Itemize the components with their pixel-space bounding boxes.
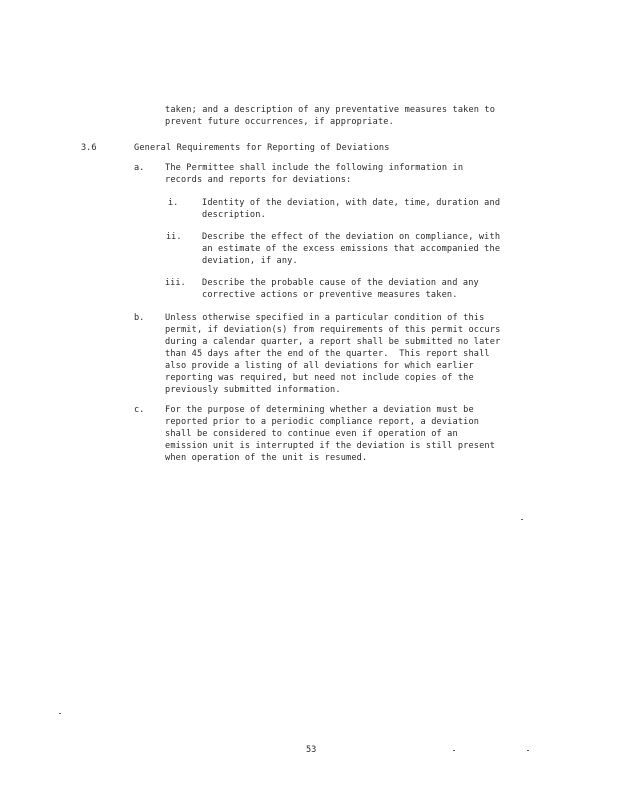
scan-speck (453, 750, 455, 751)
subitem-ii-label: ii. (166, 232, 182, 242)
item-b-label: b. (134, 313, 145, 323)
item-b-line: during a calendar quarter, a report shall be submitted no later (165, 337, 501, 347)
intro-line: taken; and a description of any preventative measures taken to (165, 105, 496, 115)
scan-speck (59, 713, 61, 714)
item-a-line: The Permittee shall include the following information in (165, 163, 464, 173)
subitem-iii-line: Describe the probable cause of the deviation and any (202, 278, 479, 288)
item-b-line: than 45 days after the end of the quarter. This report shall (165, 349, 490, 359)
item-a-label: a. (134, 163, 145, 173)
item-c-line: emission unit is interrupted if the deviation is still present (165, 441, 496, 451)
subitem-ii-line: an estimate of the excess emissions that accompanied the (202, 244, 501, 254)
subitem-iii-label: iii. (165, 278, 186, 288)
item-b-line: also provide a listing of all deviations for which earlier (165, 361, 474, 371)
subitem-ii-line: Describe the effect of the deviation on compliance, with (202, 232, 501, 242)
item-b-line: reporting was required, but need not include copies of the (165, 373, 474, 383)
subitem-i-line: description. (202, 210, 266, 220)
item-c-label: c. (134, 405, 145, 415)
page-number: 53 (306, 745, 317, 755)
item-c-line: when operation of the unit is resumed. (165, 453, 368, 463)
item-b-line: previously submitted information. (165, 385, 341, 395)
item-b-line: Unless otherwise specified in a particular condition of this (165, 313, 485, 323)
subitem-i-line: Identity of the deviation, with date, time, duration and (202, 198, 501, 208)
intro-line: prevent future occurrences, if appropriate. (165, 117, 394, 127)
subitem-i-label: i. (168, 198, 179, 208)
item-c-line: For the purpose of determining whether a deviation must be (165, 405, 474, 415)
item-c-line: shall be considered to continue even if operation of an (165, 429, 458, 439)
subitem-iii-line: corrective actions or preventive measures taken. (202, 290, 458, 300)
scan-speck (527, 750, 529, 751)
item-b-line: permit, if deviation(s) from requirements of this permit occurs (165, 325, 501, 335)
subitem-ii-line: deviation, if any. (202, 256, 298, 266)
section-title: General Requirements for Reporting of Deviations (134, 143, 390, 153)
item-c-line: reported prior to a periodic compliance report, a deviation (165, 417, 480, 427)
item-a-line: records and reports for deviations: (165, 175, 352, 185)
section-number: 3.6 (81, 143, 97, 153)
scan-speck (521, 519, 523, 520)
